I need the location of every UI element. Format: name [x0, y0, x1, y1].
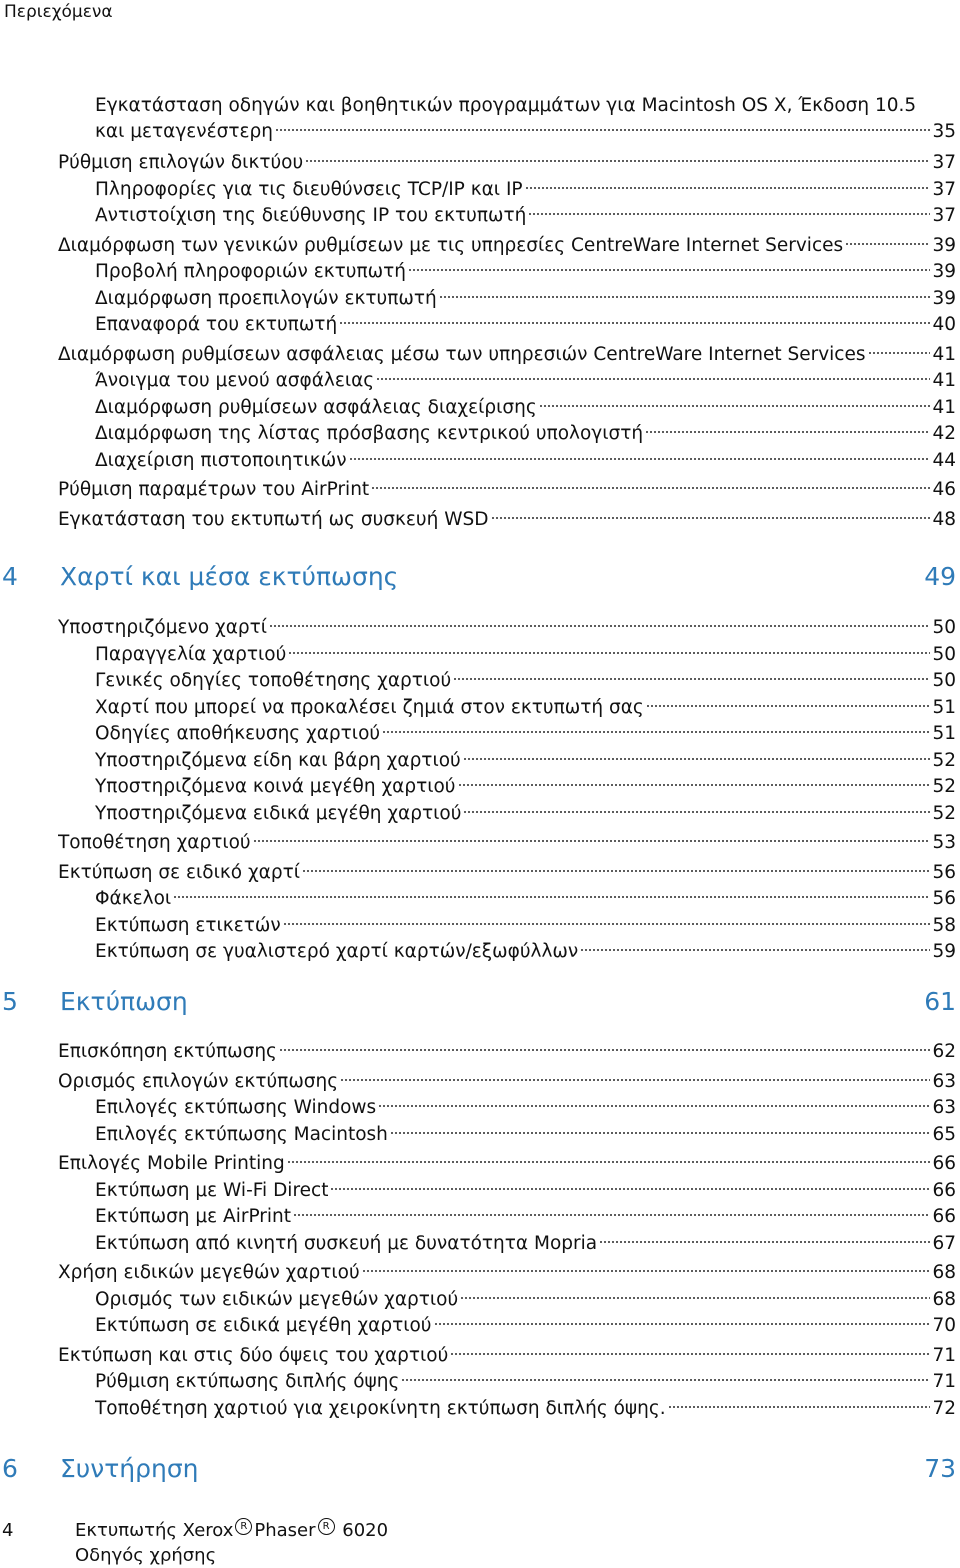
dot-leader [450, 1351, 930, 1357]
toc-entry-page: 52 [932, 776, 956, 797]
toc-entry-page: 58 [932, 914, 956, 936]
dot-leader [580, 947, 930, 953]
toc-entry-title: Τοποθέτηση χαρτιού [58, 832, 251, 853]
toc-entry-title: Οδηγίες αποθήκευσης χαρτιού [95, 723, 381, 744]
toc-entry[interactable] [58, 1345, 956, 1367]
toc-entry-title: Εκτύπωση με Wi-Fi Direct [95, 1179, 329, 1201]
toc-entry-title: Επαναφορά του εκτυπωτή [95, 314, 338, 335]
toc-entry-intro-line2[interactable] [95, 121, 956, 143]
dot-leader [173, 894, 930, 900]
toc-entry[interactable] [58, 152, 956, 174]
toc-entry-title: Άνοιγμα του μενού ασφάλειας [95, 370, 375, 391]
toc-entry-title: Πληροφορίες για τις διευθύνσεις TCP/IP και IP [95, 178, 523, 200]
chapter-title: Συντήρηση [60, 1454, 199, 1483]
chapter-number: 4 [2, 562, 18, 591]
dot-leader [439, 294, 931, 300]
dot-leader [401, 1377, 930, 1383]
toc-entry-title: Υποστηριζόμενα ειδικά μεγέθη χαρτιού [95, 802, 462, 824]
dot-leader [269, 623, 930, 629]
toc-entry-page: 37 [932, 205, 956, 226]
chapter-page: 49 [924, 562, 956, 591]
dot-leader [378, 1103, 930, 1109]
toc-entry-title: Διαμόρφωση των γενικών ρυθμίσεων με τις υπηρεσίες CentreWare Internet Services [58, 234, 844, 256]
chapter-heading-6[interactable] [0, 1454, 956, 1483]
toc-entry[interactable] [58, 832, 956, 854]
dot-leader [288, 650, 930, 656]
toc-entry-title: Ρύθμιση παραμέτρων του AirPrint [58, 479, 370, 500]
toc-entry-page: 66 [932, 1153, 956, 1174]
toc-entry-title: Εκτύπωση από κινητή συσκευή με δυνατότητα Mopria [95, 1232, 598, 1254]
toc-entry-page: 71 [932, 1344, 956, 1366]
toc-entry-page: 41 [932, 370, 956, 391]
toc-entry[interactable] [58, 1041, 956, 1063]
toc-entry[interactable] [58, 1262, 956, 1284]
toc-entry-title: Εγκατάσταση του εκτυπωτή ως συσκευή WSD [58, 508, 489, 530]
toc-entry[interactable] [95, 314, 956, 336]
toc-entry[interactable] [95, 1398, 956, 1420]
toc-entry-page: 59 [932, 941, 956, 962]
toc-entry-title: Εκτύπωση και στις δύο όψεις του χαρτιού [58, 1344, 449, 1366]
dot-leader [646, 703, 931, 709]
toc-entry-title: Επισκόπηση εκτύπωσης [58, 1041, 277, 1062]
toc-entry[interactable] [95, 888, 956, 910]
toc-entry-title: Υποστηριζόμενα είδη και βάρη χαρτιού [95, 749, 461, 771]
toc-entry-page: 65 [932, 1123, 956, 1145]
dot-leader [376, 376, 930, 382]
dot-leader [305, 158, 930, 164]
toc-entry[interactable] [95, 288, 956, 310]
dot-leader [645, 429, 930, 435]
toc-entry-title: Αντιστοίχιση της διεύθυνσης IP του εκτυπωτή [95, 205, 527, 226]
footer-guide-name: Οδηγός χρήσης [75, 1545, 217, 1566]
dot-leader [302, 868, 930, 874]
toc-entry[interactable] [95, 723, 956, 745]
toc-entry-page: 71 [932, 1371, 956, 1392]
chapter-number: 5 [2, 987, 18, 1016]
dot-leader [528, 211, 930, 217]
toc-entry-page: 63 [932, 1097, 956, 1118]
chapter-heading-5[interactable] [0, 987, 956, 1016]
dot-leader [340, 1077, 930, 1083]
dot-leader [434, 1321, 931, 1327]
toc-entry-page: 70 [932, 1315, 956, 1336]
toc-entry-intro-line1[interactable]: Εγκατάσταση οδηγών και βοηθητικών προγραμμάτων για Macintosh OS X, Έκδοση 10.5 [95, 95, 917, 116]
toc-entry-title: Φάκελοι [95, 888, 172, 909]
toc-entry-page: 56 [932, 861, 956, 883]
footer-page-number: 4 [2, 1520, 14, 1541]
chapter-page: 73 [924, 1454, 956, 1483]
toc-entry-title: Γενικές οδηγίες τοποθέτησης χαρτιού [95, 670, 452, 691]
toc-entry-title: Επιλογές Mobile Printing [58, 1153, 285, 1174]
toc-entry-title: Παραγγελία χαρτιού [95, 643, 287, 665]
dot-leader [330, 1186, 930, 1192]
toc-entry-page: 37 [932, 152, 956, 173]
toc-entry[interactable] [95, 941, 956, 963]
toc-entry[interactable] [58, 344, 956, 366]
toc-entry[interactable] [95, 1315, 956, 1337]
toc-entry[interactable] [95, 1233, 956, 1255]
toc-entry-page: 39 [932, 287, 956, 309]
dot-leader [460, 1295, 930, 1301]
toc-entry[interactable] [95, 750, 956, 772]
toc-entry[interactable] [95, 423, 956, 445]
toc-entry[interactable] [95, 1124, 956, 1146]
toc-entry-title: Επιλογές εκτύπωσης Macintosh [95, 1123, 388, 1145]
chapter-title: Χαρτί και μέσα εκτύπωσης [60, 562, 399, 591]
toc-entry-page: 39 [932, 261, 956, 282]
dot-leader [463, 809, 930, 815]
toc-entry[interactable] [58, 235, 956, 257]
toc-entry-title: Επιλογές εκτύπωσης Windows [95, 1097, 377, 1118]
dot-leader [408, 267, 930, 273]
toc-entry-title: Διαμόρφωση της λίστας πρόσβασης κεντρικού υπολογιστή [95, 423, 644, 444]
toc-entry-title: Υποστηριζόμενα κοινά μεγέθη χαρτιού [95, 776, 456, 797]
registered-mark-icon: R [318, 1518, 335, 1535]
toc-entry-page: 46 [932, 479, 956, 500]
toc-entry-title: Προβολή πληροφοριών εκτυπωτή [95, 261, 406, 282]
toc-entry[interactable] [95, 261, 956, 283]
toc-entry-page: 41 [932, 343, 956, 365]
dot-leader [599, 1239, 930, 1245]
toc-entry-title: Διαχείριση πιστοποιητικών [95, 449, 347, 471]
toc-entry-title: Διαμόρφωση προεπιλογών εκτυπωτή [95, 287, 437, 309]
dot-leader [283, 921, 931, 927]
dot-leader [390, 1130, 931, 1136]
toc-entry[interactable] [95, 1180, 956, 1202]
dot-leader [525, 185, 931, 191]
toc-entry[interactable] [58, 617, 956, 639]
dot-leader [668, 1404, 931, 1410]
toc-entry[interactable] [95, 1289, 956, 1311]
dot-leader [845, 241, 930, 247]
toc-entry[interactable] [95, 803, 956, 825]
dot-leader [539, 403, 931, 409]
toc-entry[interactable] [95, 1097, 956, 1119]
chapter-heading-4[interactable] [0, 562, 956, 591]
toc-entry-title: Χρήση ειδικών μεγεθών χαρτιού [58, 1262, 360, 1283]
toc-entry-page: 50 [932, 617, 956, 638]
toc-entry-page: 52 [932, 802, 956, 824]
dot-leader [463, 756, 931, 762]
toc-entry[interactable] [95, 1371, 956, 1393]
toc-entry-page: 37 [932, 178, 956, 200]
toc-entry[interactable] [58, 862, 956, 884]
toc-entry-title: Εκτύπωση σε ειδικά μεγέθη χαρτιού [95, 1315, 432, 1336]
toc-entry-page: 53 [932, 832, 956, 853]
toc-entry-title: Χαρτί που μπορεί να προκαλέσει ζημιά στον εκτυπωτή σας [95, 696, 644, 718]
toc-entry-title: Ρύθμιση επιλογών δικτύου [58, 152, 304, 173]
toc-entry-page: 42 [932, 423, 956, 444]
toc-entry-title: Εκτύπωση σε γυαλιστερό χαρτί καρτών/εξωφύλλων [95, 941, 579, 962]
toc-entry-page: 50 [932, 643, 956, 665]
toc-entry[interactable] [58, 509, 956, 531]
toc-entry-page: 56 [932, 888, 956, 909]
toc-entry-page: 51 [932, 723, 956, 744]
toc-entry-page: 48 [932, 508, 956, 530]
toc-entry[interactable] [95, 370, 956, 392]
footer-product-model: 6020 [342, 1520, 389, 1541]
toc-entry-page: 68 [932, 1288, 956, 1310]
toc-entry[interactable] [95, 776, 956, 798]
toc-entry[interactable] [95, 205, 956, 227]
toc-entry-page: 35 [932, 121, 956, 142]
dot-leader [453, 676, 930, 682]
footer-product-prefix: Εκτυπωτής Xerox [75, 1520, 234, 1541]
toc-entry-page: 52 [932, 749, 956, 771]
dot-leader [349, 456, 931, 462]
toc-entry-title: Ορισμός των ειδικών μεγεθών χαρτιού [95, 1288, 459, 1310]
dot-leader [293, 1212, 930, 1218]
footer-product-line [75, 1518, 388, 1543]
dot-leader [253, 838, 931, 844]
toc-entry-title: Ρύθμιση εκτύπωσης διπλής όψης [95, 1371, 400, 1392]
registered-mark-icon: R [235, 1518, 252, 1535]
toc-entry-page: 63 [932, 1070, 956, 1092]
toc-entry-page: 66 [932, 1179, 956, 1201]
toc-entry-title: Διαμόρφωση ρυθμίσεων ασφάλειας διαχείρισης [95, 396, 537, 418]
toc-entry-title: Διαμόρφωση ρυθμίσεων ασφάλειας μέσω των υπηρεσιών CentreWare Internet Services [58, 343, 866, 365]
toc-entry-page: 66 [932, 1206, 956, 1227]
footer-product-brand: Phaser [254, 1520, 316, 1541]
toc-entry-page: 44 [932, 449, 956, 471]
toc-entry-title: Τοποθέτηση χαρτιού για χειροκίνητη εκτύπωση διπλής όψης. [95, 1397, 666, 1419]
dot-leader [491, 515, 931, 521]
chapter-number: 6 [2, 1454, 18, 1483]
toc-entry[interactable] [95, 1206, 956, 1228]
dot-leader [287, 1159, 931, 1165]
toc-entry-title: και μεταγενέστερη [95, 121, 273, 142]
dot-leader [458, 782, 931, 788]
toc-entry[interactable] [58, 479, 956, 501]
toc-entry-page: 51 [932, 696, 956, 718]
toc-entry-page: 50 [932, 670, 956, 691]
toc-entry[interactable] [58, 1071, 956, 1093]
toc-entry[interactable] [95, 397, 956, 419]
toc-entry[interactable] [95, 697, 956, 719]
toc-entry[interactable] [95, 670, 956, 692]
toc-entry-page: 41 [932, 396, 956, 418]
toc-entry[interactable] [95, 179, 956, 201]
toc-entry-title: Υποστηριζόμενο χαρτί [58, 617, 268, 638]
page-header-title: Περιεχόμενα [4, 2, 113, 22]
dot-leader [382, 729, 930, 735]
dot-leader [339, 320, 930, 326]
toc-entry[interactable] [58, 1153, 956, 1175]
dot-leader [275, 127, 930, 133]
toc-entry-page: 72 [932, 1397, 956, 1419]
toc-entry-page: 67 [932, 1232, 956, 1254]
toc-entry[interactable] [95, 915, 956, 937]
chapter-page: 61 [924, 987, 956, 1016]
toc-entry-title: Ορισμός επιλογών εκτύπωσης [58, 1070, 339, 1092]
dot-leader [362, 1268, 931, 1274]
toc-entry-page: 68 [932, 1262, 956, 1283]
toc-entry[interactable] [95, 450, 956, 472]
dot-leader [868, 350, 931, 356]
chapter-title: Εκτύπωση [60, 987, 188, 1016]
toc-entry-page: 39 [932, 234, 956, 256]
dot-leader [279, 1047, 931, 1053]
toc-entry-title: Εκτύπωση ετικετών [95, 914, 281, 936]
toc-entry[interactable] [95, 644, 956, 666]
toc-entry-page: 62 [932, 1041, 956, 1062]
toc-entry-title: Εκτύπωση με AirPrint [95, 1206, 292, 1227]
toc-entry-page: 40 [932, 314, 956, 335]
dot-leader [371, 485, 930, 491]
toc-entry-title: Εκτύπωση σε ειδικό χαρτί [58, 861, 300, 883]
